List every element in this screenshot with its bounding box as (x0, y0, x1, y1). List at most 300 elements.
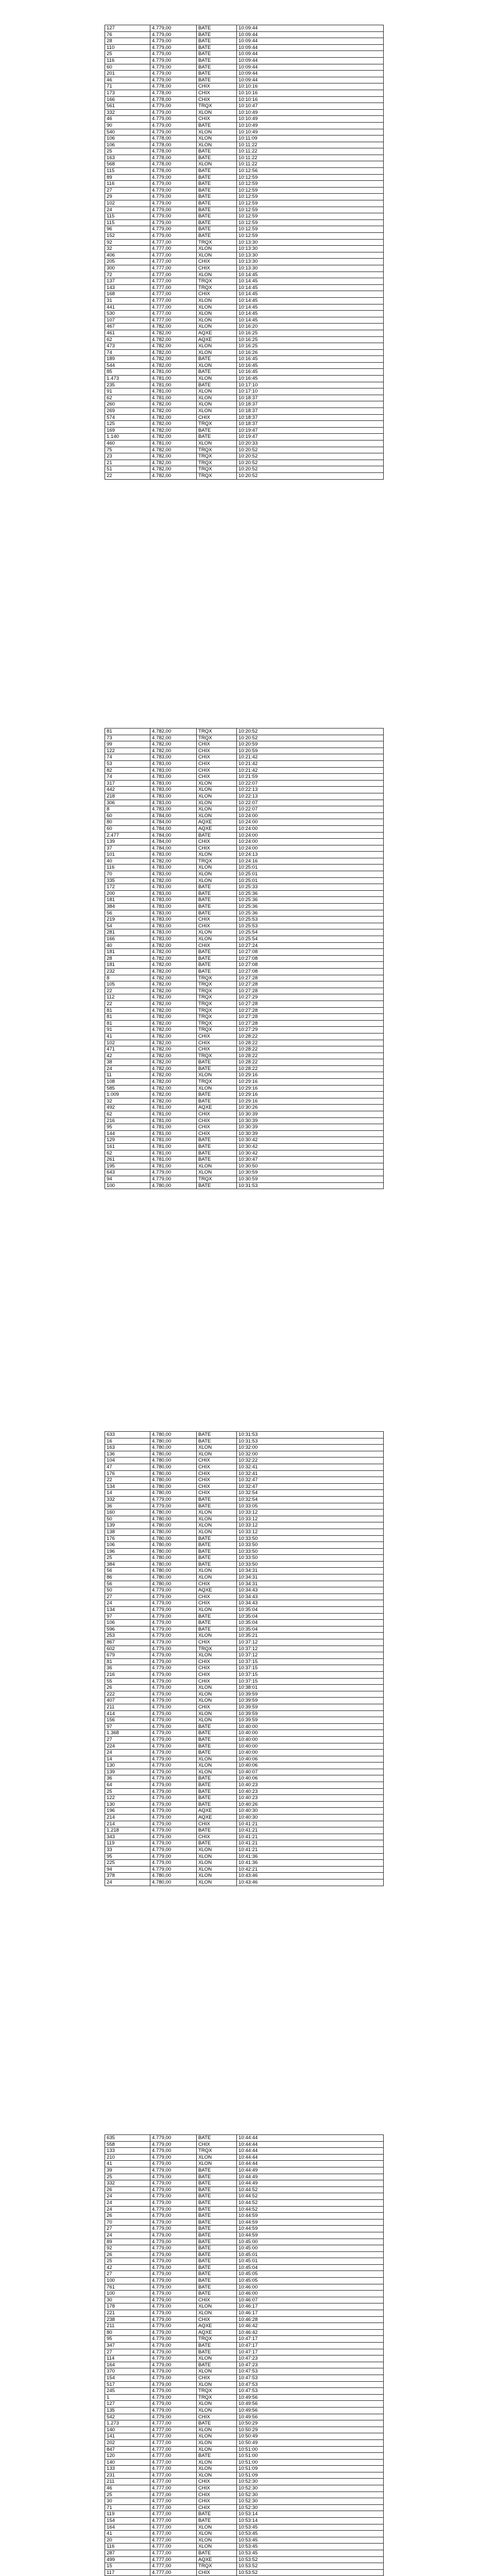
time-cell: 10:32:22 (237, 1458, 384, 1464)
venue-cell: XLON (197, 1873, 237, 1879)
quantity-cell: 81 (105, 728, 150, 735)
time-cell: 10:12:59 (237, 181, 384, 188)
table-row (105, 1007, 384, 1014)
quantity-cell: 95 (105, 1853, 150, 1860)
table-row (105, 2167, 384, 2174)
quantity-cell: 568 (105, 161, 150, 168)
table-row (105, 2245, 384, 2252)
venue-cell: TRQX (197, 447, 237, 453)
price-cell: 4.779,00 (150, 1750, 197, 1756)
quantity-cell: 211 (105, 2479, 150, 2485)
time-cell: 10:25:01 (237, 877, 384, 884)
quantity-cell: 332 (105, 1496, 150, 1503)
price-cell: 4.779,00 (150, 1736, 197, 1743)
table-row (105, 1548, 384, 1555)
venue-cell: AQXE (197, 330, 237, 336)
price-cell: 4.779,00 (150, 1503, 197, 1510)
quantity-cell: 100 (105, 1182, 150, 1189)
quantity-cell: 42 (105, 2264, 150, 2271)
quantity-cell: 181 (105, 949, 150, 956)
price-cell: 4.779,00 (150, 2323, 197, 2330)
quantity-cell: 24 (105, 1879, 150, 1886)
time-cell: 10:16:26 (237, 349, 384, 356)
venue-cell: BATE (197, 356, 237, 363)
venue-cell: BATE (197, 1782, 237, 1789)
price-cell: 4.782,00 (150, 460, 197, 466)
table-row (105, 910, 384, 917)
venue-cell: XLON (197, 1451, 237, 1458)
table-row (105, 219, 384, 226)
time-cell: 10:53:14 (237, 2511, 384, 2518)
time-cell: 10:51:09 (237, 2466, 384, 2472)
quantity-cell: 26 (105, 2213, 150, 2219)
venue-cell: BATE (197, 2245, 237, 2252)
time-cell: 10:12:59 (237, 219, 384, 226)
price-cell: 4.779,00 (150, 1788, 197, 1795)
time-cell: 10:46:17 (237, 2303, 384, 2310)
quantity-cell: 37 (105, 845, 150, 852)
time-cell: 10:37:15 (237, 1665, 384, 1672)
table-row (105, 806, 384, 813)
quantity-cell: 26 (105, 2187, 150, 2193)
time-cell: 10:45:05 (237, 2271, 384, 2278)
venue-cell: TRQX (197, 1176, 237, 1182)
price-cell: 4.779,00 (150, 174, 197, 181)
quantity-cell: 245 (105, 2388, 150, 2395)
table-row (105, 787, 384, 793)
quantity-cell: 260 (105, 401, 150, 408)
table-row (105, 800, 384, 806)
price-cell: 4.781,00 (150, 1111, 197, 1118)
venue-cell: XLON (197, 2407, 237, 2414)
price-cell: 4.782,00 (150, 349, 197, 356)
time-cell: 10:30:42 (237, 1150, 384, 1157)
quantity-cell: 166 (105, 936, 150, 943)
quantity-cell: 15 (105, 2563, 150, 2570)
venue-cell: XLON (197, 1633, 237, 1639)
price-cell: 4.779,00 (150, 64, 197, 71)
time-cell: 10:14:45 (237, 304, 384, 311)
table-row (105, 278, 384, 285)
venue-cell: XLON (197, 1879, 237, 1886)
venue-cell: BATE (197, 2135, 237, 2142)
quantity-cell: 596 (105, 1626, 150, 1633)
time-cell: 10:29:16 (237, 1092, 384, 1098)
venue-cell: BATE (197, 2518, 237, 2524)
price-cell: 4.777,00 (150, 2420, 197, 2427)
venue-cell: BATE (197, 1144, 237, 1150)
venue-cell: XLON (197, 1163, 237, 1170)
time-cell: 10:39:59 (237, 1698, 384, 1704)
table-row (105, 1587, 384, 1594)
table-row (105, 1451, 384, 1458)
venue-cell: CHIX (197, 1124, 237, 1131)
price-cell: 4.782,00 (150, 748, 197, 754)
table-row (105, 1092, 384, 1098)
table-row (105, 923, 384, 929)
quantity-cell: 335 (105, 877, 150, 884)
venue-cell: XLON (197, 1866, 237, 1873)
quantity-cell: 135 (105, 2407, 150, 2414)
time-cell: 10:14:45 (237, 311, 384, 317)
venue-cell: AQXE (197, 819, 237, 826)
table-row (105, 1613, 384, 1620)
venue-cell: BATE (197, 2251, 237, 2258)
venue-cell: TRQX (197, 453, 237, 460)
time-cell: 10:20:52 (237, 447, 384, 453)
venue-cell: BATE (197, 2193, 237, 2200)
time-cell: 10:10:49 (237, 116, 384, 123)
venue-cell: XLON (197, 2472, 237, 2479)
table-row (105, 2466, 384, 2472)
venue-cell: XLON (197, 2531, 237, 2537)
time-cell: 10:19:47 (237, 434, 384, 440)
time-cell: 10:28:22 (237, 1046, 384, 1053)
price-cell: 4.782,00 (150, 336, 197, 343)
table-row (105, 1438, 384, 1445)
quantity-cell: 62 (105, 1111, 150, 1118)
price-cell: 4.782,00 (150, 466, 197, 473)
quantity-cell: 225 (105, 1860, 150, 1867)
time-cell: 10:41:36 (237, 1860, 384, 1867)
quantity-cell: 24 (105, 1750, 150, 1756)
time-cell: 10:34:43 (237, 1600, 384, 1607)
table-row (105, 2556, 384, 2563)
table-row (105, 1568, 384, 1574)
price-cell: 4.780,00 (150, 1464, 197, 1470)
time-cell: 10:12:59 (237, 200, 384, 207)
price-cell: 4.782,00 (150, 343, 197, 350)
quantity-cell: 136 (105, 1451, 150, 1458)
table-row (105, 2414, 384, 2420)
table-row (105, 2349, 384, 2355)
quantity-cell: 154 (105, 2518, 150, 2524)
table-row (105, 1490, 384, 1497)
price-cell: 4.782,00 (150, 949, 197, 956)
price-cell: 4.780,00 (150, 1574, 197, 1581)
table-row (105, 401, 384, 408)
time-cell: 10:41:36 (237, 1853, 384, 1860)
table-row (105, 748, 384, 754)
price-cell: 4.777,00 (150, 2459, 197, 2466)
quantity-cell: 125 (105, 421, 150, 428)
venue-cell: BATE (197, 884, 237, 891)
table-row (105, 2251, 384, 2258)
quantity-cell: 122 (105, 1795, 150, 1802)
table-row (105, 845, 384, 852)
quantity-cell: 42 (105, 1053, 150, 1059)
time-cell: 10:13:30 (237, 252, 384, 259)
venue-cell: CHIX (197, 1033, 237, 1040)
table-row (105, 168, 384, 175)
time-cell: 10:09:44 (237, 44, 384, 51)
time-cell: 10:30:59 (237, 1176, 384, 1182)
quantity-cell: 542 (105, 2414, 150, 2420)
price-cell: 4.779,00 (150, 2245, 197, 2252)
time-cell: 10:33:12 (237, 1529, 384, 1535)
time-cell: 10:53:45 (237, 2531, 384, 2537)
quantity-cell: 24 (105, 207, 150, 213)
venue-cell: CHIX (197, 1046, 237, 1053)
price-cell: 4.779,00 (150, 25, 197, 32)
table-row (105, 2362, 384, 2368)
price-cell: 4.777,00 (150, 246, 197, 252)
table-row (105, 936, 384, 943)
venue-cell: XLON (197, 2401, 237, 2408)
venue-cell: BATE (197, 369, 237, 376)
table-row (105, 272, 384, 278)
table-row (105, 427, 384, 434)
quantity-cell: 102 (105, 200, 150, 207)
table-row (105, 1743, 384, 1750)
venue-cell: CHIX (197, 845, 237, 852)
quantity-cell: 40 (105, 858, 150, 865)
quantity-cell: 24 (105, 2232, 150, 2239)
quantity-cell: 122 (105, 748, 150, 754)
price-cell: 4.779,00 (150, 1704, 197, 1710)
venue-cell: XLON (197, 852, 237, 858)
venue-cell: CHIX (197, 1477, 237, 1484)
venue-cell: TRQX (197, 472, 237, 479)
time-cell: 10:46:00 (237, 2284, 384, 2291)
venue-cell: XLON (197, 2368, 237, 2375)
venue-cell: BATE (197, 38, 237, 45)
venue-cell: XLON (197, 401, 237, 408)
table-row (105, 1445, 384, 1451)
time-cell: 10:33:12 (237, 1522, 384, 1529)
table-row (105, 812, 384, 819)
price-cell: 4.782,00 (150, 877, 197, 884)
quantity-cell: 80 (105, 2329, 150, 2336)
table-row (105, 2569, 384, 2576)
price-cell: 4.783,00 (150, 929, 197, 936)
price-cell: 4.779,00 (150, 1782, 197, 1789)
venue-cell: TRQX (197, 278, 237, 285)
table-row (105, 2174, 384, 2180)
time-cell: 10:34:31 (237, 1581, 384, 1587)
price-cell: 4.777,00 (150, 2531, 197, 2537)
table-row (105, 155, 384, 161)
quantity-cell: 499 (105, 2556, 150, 2563)
venue-cell: BATE (197, 2420, 237, 2427)
time-cell: 10:31:53 (237, 1182, 384, 1189)
venue-cell: CHIX (197, 748, 237, 754)
venue-cell: BATE (197, 2278, 237, 2284)
venue-cell: BATE (197, 1801, 237, 1808)
time-cell: 10:28:22 (237, 1033, 384, 1040)
price-cell: 4.777,00 (150, 2537, 197, 2544)
price-cell: 4.777,00 (150, 2504, 197, 2511)
time-cell: 10:53:52 (237, 2556, 384, 2563)
price-cell: 4.777,00 (150, 2556, 197, 2563)
price-cell: 4.779,00 (150, 2193, 197, 2200)
time-cell: 10:27:28 (237, 981, 384, 988)
venue-cell: BATE (197, 31, 237, 38)
time-cell: 10:12:59 (237, 174, 384, 181)
quantity-cell: 22 (105, 472, 150, 479)
price-cell: 4.779,00 (150, 1665, 197, 1672)
time-cell: 10:41:21 (237, 1821, 384, 1827)
quantity-cell: 30 (105, 2498, 150, 2505)
venue-cell: BATE (197, 1098, 237, 1105)
table-row (105, 336, 384, 343)
price-cell: 4.779,00 (150, 103, 197, 110)
quantity-cell: 62 (105, 1150, 150, 1157)
quantity-cell: 461 (105, 330, 150, 336)
quantity-cell: 139 (105, 1522, 150, 1529)
price-cell: 4.777,00 (150, 284, 197, 291)
price-cell: 4.782,00 (150, 1027, 197, 1033)
venue-cell: BATE (197, 213, 237, 220)
time-cell: 10:24:13 (237, 852, 384, 858)
price-cell: 4.779,00 (150, 2316, 197, 2323)
venue-cell: CHIX (197, 1464, 237, 1470)
table-row (105, 1561, 384, 1568)
table-row (105, 440, 384, 447)
time-cell: 10:25:53 (237, 917, 384, 923)
price-cell: 4.780,00 (150, 1182, 197, 1189)
venue-cell: BATE (197, 2349, 237, 2355)
time-cell: 10:31:53 (237, 1432, 384, 1438)
table-row (105, 1001, 384, 1007)
quantity-cell: 178 (105, 2303, 150, 2310)
time-cell: 10:30:47 (237, 1157, 384, 1163)
price-cell: 4.779,00 (150, 1723, 197, 1730)
price-cell: 4.777,00 (150, 239, 197, 246)
quantity-cell: 95 (105, 1124, 150, 1131)
price-cell: 4.779,00 (150, 1678, 197, 1685)
time-cell: 10:18:37 (237, 414, 384, 421)
quantity-cell: 166 (105, 96, 150, 103)
price-cell: 4.777,00 (150, 252, 197, 259)
time-cell: 10:35:04 (237, 1613, 384, 1620)
venue-cell: BATE (197, 897, 237, 904)
time-cell: 10:44:59 (237, 2226, 384, 2232)
table-row (105, 2154, 384, 2161)
time-cell: 10:34:43 (237, 1594, 384, 1600)
venue-cell: BATE (197, 44, 237, 51)
time-cell: 10:12:59 (237, 213, 384, 220)
table-row (105, 349, 384, 356)
time-cell: 10:09:44 (237, 38, 384, 45)
quantity-cell: 1.473 (105, 376, 150, 382)
quantity-cell: 517 (105, 2381, 150, 2388)
quantity-cell: 91 (105, 388, 150, 395)
price-cell: 4.779,00 (150, 2167, 197, 2174)
quantity-cell: 216 (105, 1671, 150, 1678)
price-cell: 4.782,00 (150, 1092, 197, 1098)
table-row (105, 1079, 384, 1086)
venue-cell: XLON (197, 272, 237, 278)
venue-cell: CHIX (197, 1458, 237, 1464)
table-row (105, 1014, 384, 1021)
price-cell: 4.779,00 (150, 1769, 197, 1775)
time-cell: 10:44:59 (237, 2232, 384, 2239)
time-cell: 10:20:52 (237, 460, 384, 466)
quantity-cell: 540 (105, 129, 150, 135)
quantity-cell: 22 (105, 988, 150, 994)
time-cell: 10:21:59 (237, 774, 384, 781)
price-cell: 4.779,00 (150, 194, 197, 200)
quantity-cell: 106 (105, 142, 150, 148)
price-cell: 4.777,00 (150, 2485, 197, 2492)
time-cell: 10:30:26 (237, 1105, 384, 1111)
table-row (105, 2492, 384, 2498)
table-row (105, 1033, 384, 1040)
table-row (105, 2329, 384, 2336)
quantity-cell: 32 (105, 246, 150, 252)
quantity-cell: 14 (105, 1756, 150, 1762)
table-row (105, 1704, 384, 1710)
venue-cell: AQXE (197, 1105, 237, 1111)
table-row (105, 2199, 384, 2206)
quantity-cell: 74 (105, 774, 150, 781)
time-cell: 10:49:56 (237, 2407, 384, 2414)
price-cell: 4.779,00 (150, 1685, 197, 1691)
time-cell: 10:44:44 (237, 2135, 384, 2142)
time-cell: 10:27:29 (237, 994, 384, 1001)
time-cell: 10:16:25 (237, 343, 384, 350)
price-cell: 4.779,00 (150, 2180, 197, 2187)
price-cell: 4.782,00 (150, 434, 197, 440)
time-cell: 10:46:17 (237, 2310, 384, 2317)
price-cell: 4.784,00 (150, 832, 197, 839)
price-cell: 4.778,00 (150, 83, 197, 90)
price-cell: 4.779,00 (150, 1743, 197, 1750)
quantity-cell: 867 (105, 1639, 150, 1646)
trade-table (105, 2134, 384, 2576)
price-cell: 4.779,00 (150, 2264, 197, 2271)
quantity-cell: 46 (105, 77, 150, 83)
venue-cell: XLON (197, 440, 237, 447)
venue-cell: BATE (197, 219, 237, 226)
venue-cell: XLON (197, 1860, 237, 1867)
quantity-cell: 106 (105, 1620, 150, 1626)
price-cell: 4.779,00 (150, 2297, 197, 2303)
time-cell: 10:46:07 (237, 2297, 384, 2303)
quantity-cell: 134 (105, 1483, 150, 1490)
quantity-cell: 141 (105, 2433, 150, 2440)
price-cell: 4.778,00 (150, 90, 197, 96)
venue-cell: CHIX (197, 760, 237, 767)
table-row (105, 2550, 384, 2557)
venue-cell: XLON (197, 2439, 237, 2446)
quantity-cell: 46 (105, 116, 150, 123)
time-cell: 10:25:54 (237, 936, 384, 943)
time-cell: 10:37:15 (237, 1658, 384, 1665)
price-cell: 4.777,00 (150, 2453, 197, 2460)
table-row (105, 994, 384, 1001)
quantity-cell: 133 (105, 2466, 150, 2472)
price-cell: 4.779,00 (150, 1671, 197, 1678)
time-cell: 10:53:45 (237, 2550, 384, 2557)
time-cell: 10:22:13 (237, 793, 384, 800)
table-row (105, 2524, 384, 2531)
table-row (105, 1795, 384, 1802)
table-row (105, 2323, 384, 2330)
quantity-cell: 102 (105, 1040, 150, 1046)
venue-cell: CHIX (197, 1130, 237, 1137)
time-cell: 10:35:04 (237, 1607, 384, 1614)
time-cell: 10:45:05 (237, 2278, 384, 2284)
table-row (105, 780, 384, 787)
venue-cell: TRQX (197, 735, 237, 741)
price-cell: 4.784,00 (150, 819, 197, 826)
time-cell: 10:16:25 (237, 336, 384, 343)
quantity-cell: 22 (105, 1001, 150, 1007)
time-cell: 10:35:21 (237, 1633, 384, 1639)
time-cell: 10:52:30 (237, 2504, 384, 2511)
